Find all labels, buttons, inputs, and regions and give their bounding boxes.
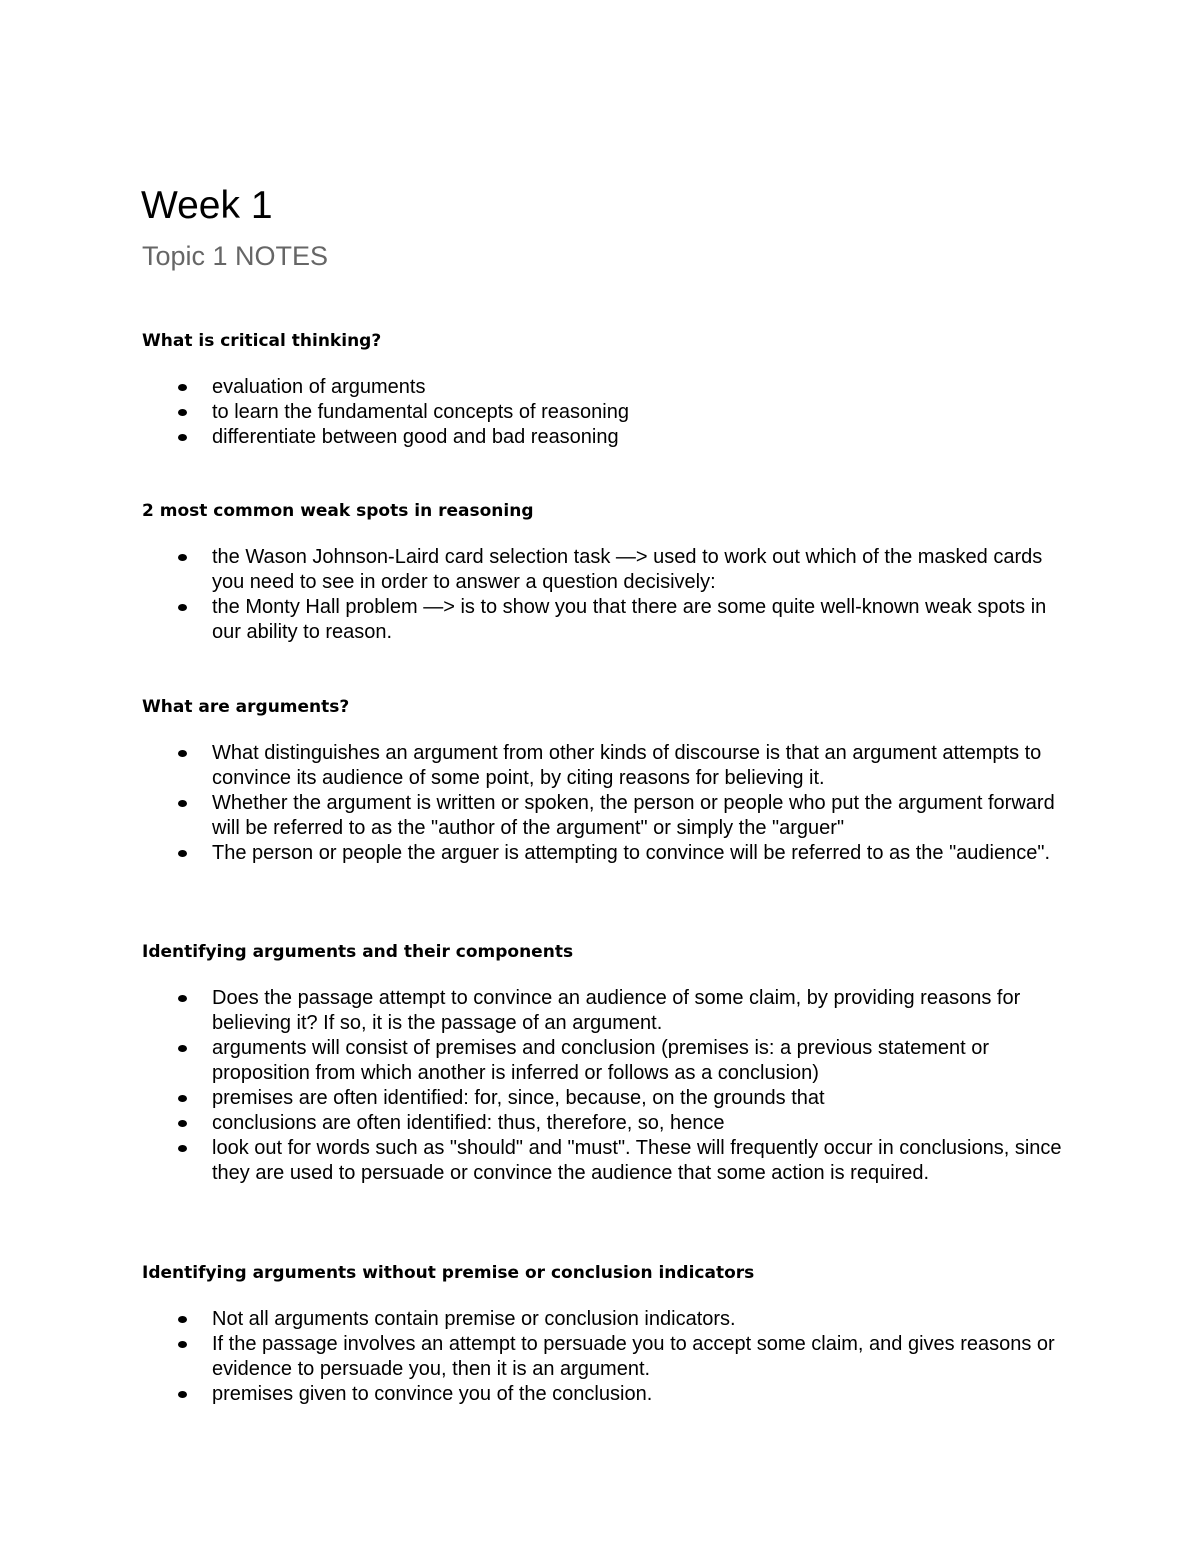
- bullet-icon: [178, 434, 187, 441]
- list-item-text: premises are often identified: for, since, because, on the grounds that: [212, 1087, 825, 1109]
- bullet-icon: [178, 1316, 187, 1323]
- bullet-list: [142, 545, 1072, 645]
- bullet-list: [142, 1307, 1072, 1407]
- list-item-text: The person or people the arguer is attempting to convince will be referred to as the "audience".: [212, 842, 1051, 864]
- bullet-icon: [178, 384, 187, 391]
- section-what-are-arguments: [142, 695, 1072, 866]
- list-item: [142, 741, 1072, 791]
- list-item-text: the Wason Johnson-Laird card selection task —> used to work out which of the masked cards you need to see in order to answer a question decisively:: [212, 546, 1043, 593]
- list-item: [142, 1332, 1072, 1382]
- list-item: [142, 400, 1072, 425]
- bullet-icon: [178, 1045, 187, 1052]
- bullet-icon: [178, 1341, 187, 1348]
- section-no-indicators: [142, 1261, 1072, 1407]
- page-subtitle: Topic 1 NOTES: [142, 241, 329, 271]
- list-item: [142, 1111, 1072, 1136]
- bullet-icon: [178, 409, 187, 416]
- list-item-text: look out for words such as "should" and "must". These will frequently occur in conclusions, since they are used to persuade or convince the audience that some action is required.: [212, 1137, 1062, 1184]
- list-item: [142, 841, 1072, 866]
- section-heading: Identifying arguments and their components: [142, 942, 574, 962]
- list-item: [142, 1382, 1072, 1407]
- page-title: Week 1: [141, 184, 273, 227]
- bullet-icon: [178, 750, 187, 757]
- list-item: [142, 1307, 1072, 1332]
- list-item: [142, 986, 1072, 1036]
- list-item: [142, 1086, 1072, 1111]
- bullet-list: [142, 375, 1072, 450]
- list-item-text: If the passage involves an attempt to persuade you to accept some claim, and gives reasons or evidence to persuade you, then it is an argument.: [212, 1333, 1055, 1380]
- section-heading: 2 most common weak spots in reasoning: [142, 501, 534, 521]
- section-identifying-arguments: [142, 940, 1072, 1186]
- list-item-text: the Monty Hall problem —> is to show you that there are some quite well-known weak spots in our ability to reason.: [212, 596, 1047, 643]
- bullet-icon: [178, 554, 187, 561]
- section-heading: Identifying arguments without premise or conclusion indicators: [142, 1263, 755, 1283]
- bullet-list: [142, 986, 1072, 1186]
- list-item-text: conclusions are often identified: thus, therefore, so, hence: [212, 1112, 725, 1134]
- list-item-text: to learn the fundamental concepts of reasoning: [212, 401, 629, 423]
- bullet-list: [142, 741, 1072, 866]
- list-item-text: Not all arguments contain premise or conclusion indicators.: [212, 1308, 736, 1330]
- bullet-icon: [178, 604, 187, 611]
- section-weak-spots: [142, 499, 1072, 645]
- bullet-icon: [178, 1095, 187, 1102]
- bullet-icon: [178, 995, 187, 1002]
- bullet-icon: [178, 1120, 187, 1127]
- list-item: [142, 545, 1072, 595]
- bullet-icon: [178, 850, 187, 857]
- list-item-text: evaluation of arguments: [212, 376, 426, 398]
- bullet-icon: [178, 800, 187, 807]
- list-item-text: arguments will consist of premises and conclusion (premises is: a previous statement or proposition from which another is inferred or follows as a conclusion): [212, 1037, 989, 1084]
- list-item: [142, 791, 1072, 841]
- bullet-icon: [178, 1391, 187, 1398]
- list-item-text: Does the passage attempt to convince an audience of some claim, by providing reasons for believing it? If so, it is the passage of an argument.: [212, 987, 1021, 1034]
- list-item: [142, 375, 1072, 400]
- list-item-text: What distinguishes an argument from other kinds of discourse is that an argument attempts to convince its audience of some point, by citing reasons for believing it.: [212, 742, 1042, 789]
- list-item-text: differentiate between good and bad reasoning: [212, 426, 619, 448]
- bullet-icon: [178, 1145, 187, 1152]
- section-heading: What is critical thinking?: [142, 331, 382, 351]
- list-item: [142, 1036, 1072, 1086]
- list-item-text: Whether the argument is written or spoken, the person or people who put the argument forward will be referred to as the "author of the argument" or simply the "arguer": [212, 792, 1055, 839]
- section-critical-thinking: [142, 329, 1072, 450]
- list-item: [142, 1136, 1072, 1186]
- section-heading: What are arguments?: [142, 697, 350, 717]
- list-item-text: premises given to convince you of the conclusion.: [212, 1383, 653, 1405]
- list-item: [142, 595, 1072, 645]
- list-item: [142, 425, 1072, 450]
